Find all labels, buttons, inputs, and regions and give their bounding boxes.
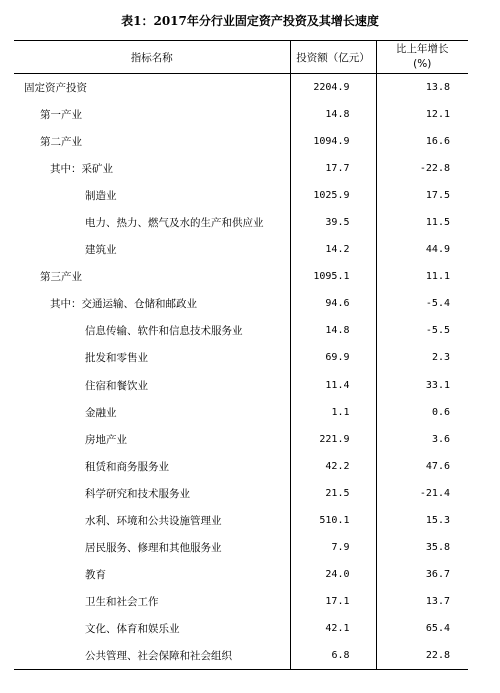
row-growth-value: 11.5 bbox=[376, 209, 468, 236]
row-investment-value: 11.4 bbox=[290, 372, 376, 399]
row-growth-value: 17.5 bbox=[376, 182, 468, 209]
row-investment-value: 510.1 bbox=[290, 507, 376, 534]
row-growth-value: 35.8 bbox=[376, 534, 468, 561]
row-investment-value: 1.1 bbox=[290, 399, 376, 426]
row-indicator-name: 第二产业 bbox=[40, 135, 82, 148]
row-indicator-name: 信息传输、软件和信息技术服务业 bbox=[85, 325, 243, 338]
row-growth-value: 16.6 bbox=[376, 128, 468, 155]
table-body bbox=[14, 74, 468, 670]
table-row bbox=[14, 372, 468, 399]
row-indicator-name: 建筑业 bbox=[85, 244, 117, 257]
row-growth-value: 65.4 bbox=[376, 615, 468, 642]
table-row bbox=[14, 453, 468, 480]
row-growth-value: 33.1 bbox=[376, 372, 468, 399]
row-investment-value: 42.1 bbox=[290, 615, 376, 642]
row-investment-value: 1094.9 bbox=[290, 128, 376, 155]
table-row bbox=[14, 480, 468, 507]
row-investment-value: 1095.1 bbox=[290, 263, 376, 290]
row-indicator-name: 其中：交通运输、仓储和邮政业 bbox=[50, 298, 197, 311]
row-growth-value: 36.7 bbox=[376, 561, 468, 588]
row-investment-value: 17.7 bbox=[290, 155, 376, 182]
row-indicator-name: 其中：采矿业 bbox=[50, 162, 113, 175]
table-title: 表1：2017年分行业固定资产投资及其增长速度 bbox=[121, 14, 379, 28]
table-row bbox=[14, 290, 468, 317]
row-indicator-name: 公共管理、社会保障和社会组织 bbox=[85, 650, 232, 663]
row-investment-value: 6.8 bbox=[290, 642, 376, 669]
table-row bbox=[14, 588, 468, 615]
row-investment-value: 7.9 bbox=[290, 534, 376, 561]
table-header bbox=[14, 41, 468, 74]
row-growth-value: 13.8 bbox=[376, 74, 468, 101]
table-row bbox=[14, 317, 468, 344]
row-growth-value: 47.6 bbox=[376, 453, 468, 480]
row-indicator-name: 卫生和社会工作 bbox=[85, 596, 159, 609]
table-row bbox=[14, 534, 468, 561]
table-row bbox=[14, 155, 468, 182]
table-row bbox=[14, 74, 468, 101]
row-indicator-name: 文化、体育和娱乐业 bbox=[85, 623, 180, 636]
row-indicator-name: 批发和零售业 bbox=[85, 352, 148, 365]
table-row bbox=[14, 101, 468, 128]
table-row bbox=[14, 209, 468, 236]
row-indicator-name: 教育 bbox=[85, 569, 106, 582]
row-growth-value: 12.1 bbox=[376, 101, 468, 128]
row-investment-value: 39.5 bbox=[290, 209, 376, 236]
header-investment: 投资额（亿元） bbox=[290, 41, 376, 74]
row-growth-value: 2.3 bbox=[376, 344, 468, 371]
table-row bbox=[14, 236, 468, 263]
row-growth-value: 3.6 bbox=[376, 426, 468, 453]
row-investment-value: 17.1 bbox=[290, 588, 376, 615]
table-row bbox=[14, 344, 468, 371]
row-indicator-name: 科学研究和技术服务业 bbox=[85, 487, 190, 500]
row-growth-value: 15.3 bbox=[376, 507, 468, 534]
table-row bbox=[14, 615, 468, 642]
table-row bbox=[14, 507, 468, 534]
row-investment-value: 14.2 bbox=[290, 236, 376, 263]
row-growth-value: -21.4 bbox=[376, 480, 468, 507]
row-investment-value: 94.6 bbox=[290, 290, 376, 317]
header-growth-line1: 比上年增长 bbox=[396, 43, 449, 55]
row-investment-value: 69.9 bbox=[290, 344, 376, 371]
row-indicator-name: 房地产业 bbox=[85, 433, 127, 446]
table-row bbox=[14, 182, 468, 209]
header-growth bbox=[376, 41, 468, 74]
row-investment-value: 14.8 bbox=[290, 101, 376, 128]
row-investment-value: 221.9 bbox=[290, 426, 376, 453]
row-indicator-name: 第一产业 bbox=[40, 108, 82, 121]
row-growth-value: -5.4 bbox=[376, 290, 468, 317]
row-growth-value: 0.6 bbox=[376, 399, 468, 426]
row-indicator-name: 居民服务、修理和其他服务业 bbox=[85, 542, 222, 555]
row-indicator-name: 固定资产投资 bbox=[24, 81, 87, 94]
row-growth-value: 11.1 bbox=[376, 263, 468, 290]
row-investment-value: 42.2 bbox=[290, 453, 376, 480]
table-row bbox=[14, 128, 468, 155]
row-indicator-name: 制造业 bbox=[85, 189, 117, 202]
row-investment-value: 21.5 bbox=[290, 480, 376, 507]
row-indicator-name: 电力、热力、燃气及水的生产和供应业 bbox=[85, 217, 264, 230]
row-growth-value: -22.8 bbox=[376, 155, 468, 182]
row-indicator-name: 金融业 bbox=[85, 406, 117, 419]
header-growth-line2: (%) bbox=[413, 58, 432, 70]
row-indicator-name: 水利、环境和公共设施管理业 bbox=[85, 515, 222, 528]
table-row bbox=[14, 642, 468, 669]
row-investment-value: 1025.9 bbox=[290, 182, 376, 209]
row-indicator-name: 租赁和商务服务业 bbox=[85, 460, 169, 473]
row-growth-value: -5.5 bbox=[376, 317, 468, 344]
row-growth-value: 44.9 bbox=[376, 236, 468, 263]
table-row bbox=[14, 263, 468, 290]
header-indicator: 指标名称 bbox=[130, 51, 173, 64]
row-investment-value: 2204.9 bbox=[290, 74, 376, 101]
table-row bbox=[14, 426, 468, 453]
table-row bbox=[14, 561, 468, 588]
row-growth-value: 13.7 bbox=[376, 588, 468, 615]
table-row bbox=[14, 399, 468, 426]
row-growth-value: 22.8 bbox=[376, 642, 468, 669]
row-investment-value: 14.8 bbox=[290, 317, 376, 344]
row-indicator-name: 第三产业 bbox=[40, 271, 82, 284]
row-indicator-name: 住宿和餐饮业 bbox=[85, 379, 148, 392]
row-investment-value: 24.0 bbox=[290, 561, 376, 588]
investment-table bbox=[14, 40, 468, 670]
